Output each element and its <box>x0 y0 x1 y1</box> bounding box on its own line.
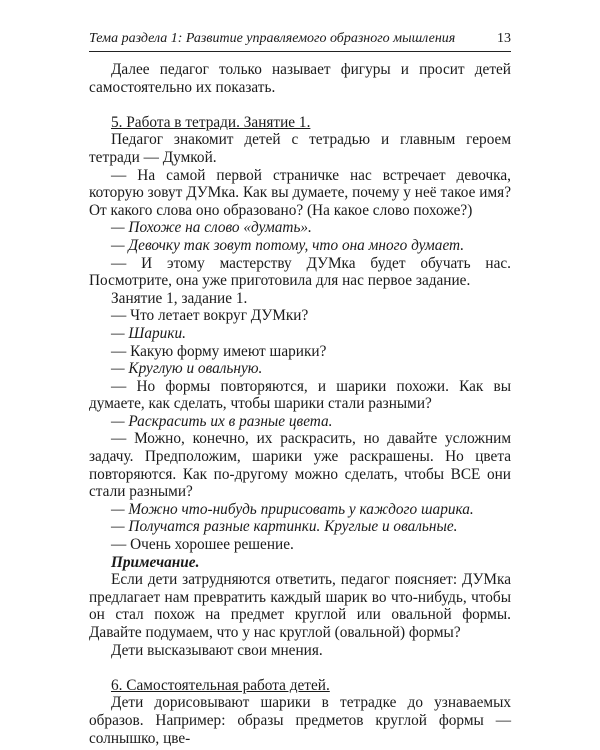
paragraph-spacer <box>89 96 511 114</box>
paragraph: — И этому мастерству ДУМка будет обучать нас. Посмотрите, она уже приготовила для нас первое задание. <box>89 254 511 290</box>
paragraph: Дети высказывают свои мнения. <box>111 641 323 659</box>
paragraph: Занятие 1, задание 1. <box>111 289 248 307</box>
section-heading: 5. Работа в тетради. Занятие 1. <box>111 113 311 131</box>
paragraph: — Можно что-нибудь пририсовать у каждого шарика. <box>111 500 474 518</box>
paragraph: — Что летает вокруг ДУМки? <box>111 307 309 325</box>
paragraph: — На самой первой страничке нас встречает девочка, которую зовут ДУМка. Как вы думаете, почему у неё такое имя? От какого слова оно образовано? (На какое слово похоже?) <box>89 166 511 219</box>
paragraph: — Очень хорошее решение. <box>111 536 294 554</box>
paragraph: Далее педагог только называет фигуры и просит детей самостоятельно их показать. <box>89 61 511 96</box>
note-label: Примечание. <box>111 553 200 571</box>
paragraph: — Можно, конечно, их раскрасить, но давайте усложним задачу. Предположим, шарики уже раскрашены. Но цвета повторяются. Как по-другому можно сделать, чтобы ВСЕ они стали разными? <box>89 430 511 501</box>
paragraph: Если дети затрудняются ответить, педагог поясняет: ДУМка предлагает нам превратить каждый шарик во что-нибудь, чтобы он стал похож на предмет круглой или овальной формы. Давайте подумаем, что у нас круглой (овальной) формы? <box>89 571 511 641</box>
paragraph: — Круглую и овальную. <box>111 360 263 378</box>
paragraph: Дети дорисовывают шарики в тетрадке до узнаваемых образов. Например: образы предметов круглой формы — солнышко, цве- <box>89 694 511 747</box>
header-title: Тема раздела 1: Развитие управляемого образного мышления <box>89 31 456 46</box>
page-number: 13 <box>497 31 511 46</box>
header-rule <box>89 51 511 52</box>
paragraph: — Похоже на слово «думать». <box>111 219 312 237</box>
paragraph: Педагог знакомит детей с тетрадью и главным героем тетради — Думкой. <box>89 131 511 166</box>
paragraph: — Раскрасить их в разные цвета. <box>111 412 333 430</box>
paragraph: — Но формы повторяются, и шарики похожи. Как вы думаете, как сделать, чтобы шарики стали разными? <box>89 377 511 413</box>
paragraph: — Какую форму имеют шарики? <box>111 342 327 360</box>
paragraph: — Шарики. <box>111 324 186 342</box>
paragraph: — Получатся разные картинки. Круглые и овальные. <box>111 518 458 536</box>
paragraph-spacer <box>89 659 511 677</box>
section-heading: 6. Самостоятельная работа детей. <box>111 676 330 694</box>
paragraph: — Девочку так зовут потому, что она много думает. <box>111 236 465 254</box>
page-body <box>89 61 511 747</box>
